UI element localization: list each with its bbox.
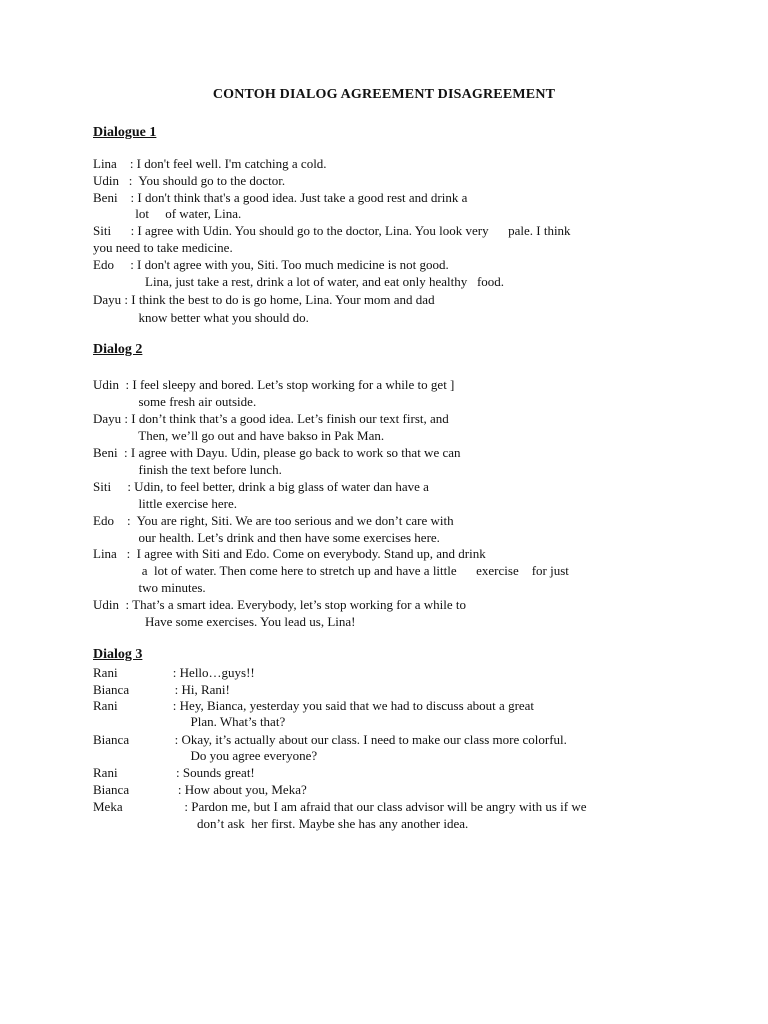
dialog-line: Dayu : I don’t think that’s a good idea. Let’s finish our text first, and (93, 411, 449, 426)
dialog-line: Then, we’ll go out and have bakso in Pak Man. (93, 428, 385, 443)
dialog-line: Rani : Hey, Bianca, yesterday you said that we had to discuss about a great (93, 698, 535, 713)
dialog-line: Lina, just take a rest, drink a lot of water, and eat only healthy food. (93, 274, 505, 289)
dialog-line: Rani : Sounds great! (93, 765, 255, 780)
dialog-line: little exercise here. (93, 496, 238, 511)
dialog-line: Meka : Pardon me, but I am afraid that our class advisor will be angry with us if we (93, 799, 587, 814)
section-heading-dialogue-1: Dialogue 1 (93, 125, 157, 140)
dialog-line: Bianca : How about you, Meka? (93, 782, 307, 797)
dialog-line: lot of water, Lina. (93, 206, 242, 221)
dialog-line: our health. Let’s drink and then have some exercises here. (93, 530, 440, 545)
dialog-line: Edo : You are right, Siti. We are too serious and we don’t care with (93, 513, 454, 528)
dialog-line: Lina : I don't feel well. I'm catching a cold. (93, 156, 327, 171)
dialog-line: Lina : I agree with Siti and Edo. Come on everybody. Stand up, and drink (93, 546, 486, 561)
dialog-line: Siti : I agree with Udin. You should go to the doctor, Lina. You look very pale. I think (93, 223, 571, 238)
dialog-line: Bianca : Hi, Rani! (93, 682, 230, 697)
dialog-line: Beni : I don't think that's a good idea. Just take a good rest and drink a (93, 190, 468, 205)
dialog-line: two minutes. (93, 580, 206, 595)
dialog-line: Edo : I don't agree with you, Siti. Too much medicine is not good. (93, 257, 449, 272)
dialog-line: Dayu : I think the best to do is go home, Lina. Your mom and dad (93, 292, 435, 307)
dialog-line: a lot of water. Then come here to stretch up and have a little exercise for just (93, 563, 569, 578)
dialog-line: Beni : I agree with Dayu. Udin, please go back to work so that we can (93, 445, 461, 460)
dialog-line: Bianca : Okay, it’s actually about our class. I need to make our class more colorful. (93, 732, 567, 747)
dialog-line: Rani : Hello…guys!! (93, 665, 255, 680)
dialog-line: Do you agree everyone? (93, 748, 318, 763)
dialog-line: some fresh air outside. (93, 394, 257, 409)
document-title: CONTOH DIALOG AGREEMENT DISAGREEMENT (212, 87, 556, 102)
dialog-line: know better what you should do. (93, 310, 309, 325)
dialog-line: Udin : You should go to the doctor. (93, 173, 286, 188)
dialog-line: Plan. What’s that? (93, 714, 286, 729)
dialog-line: Udin : I feel sleepy and bored. Let’s stop working for a while to get ] (93, 377, 455, 392)
dialog-line: don’t ask her first. Maybe she has any another idea. (93, 816, 469, 831)
dialog-line: finish the text before lunch. (93, 462, 282, 477)
section-heading-dialog-2: Dialog 2 (93, 342, 143, 357)
dialog-line: Have some exercises. You lead us, Lina! (93, 614, 356, 629)
dialog-line: you need to take medicine. (93, 240, 233, 255)
section-heading-dialog-3: Dialog 3 (93, 647, 143, 662)
dialog-line: Siti : Udin, to feel better, drink a big glass of water dan have a (93, 479, 429, 494)
dialog-line: Udin : That’s a smart idea. Everybody, let’s stop working for a while to (93, 597, 466, 612)
